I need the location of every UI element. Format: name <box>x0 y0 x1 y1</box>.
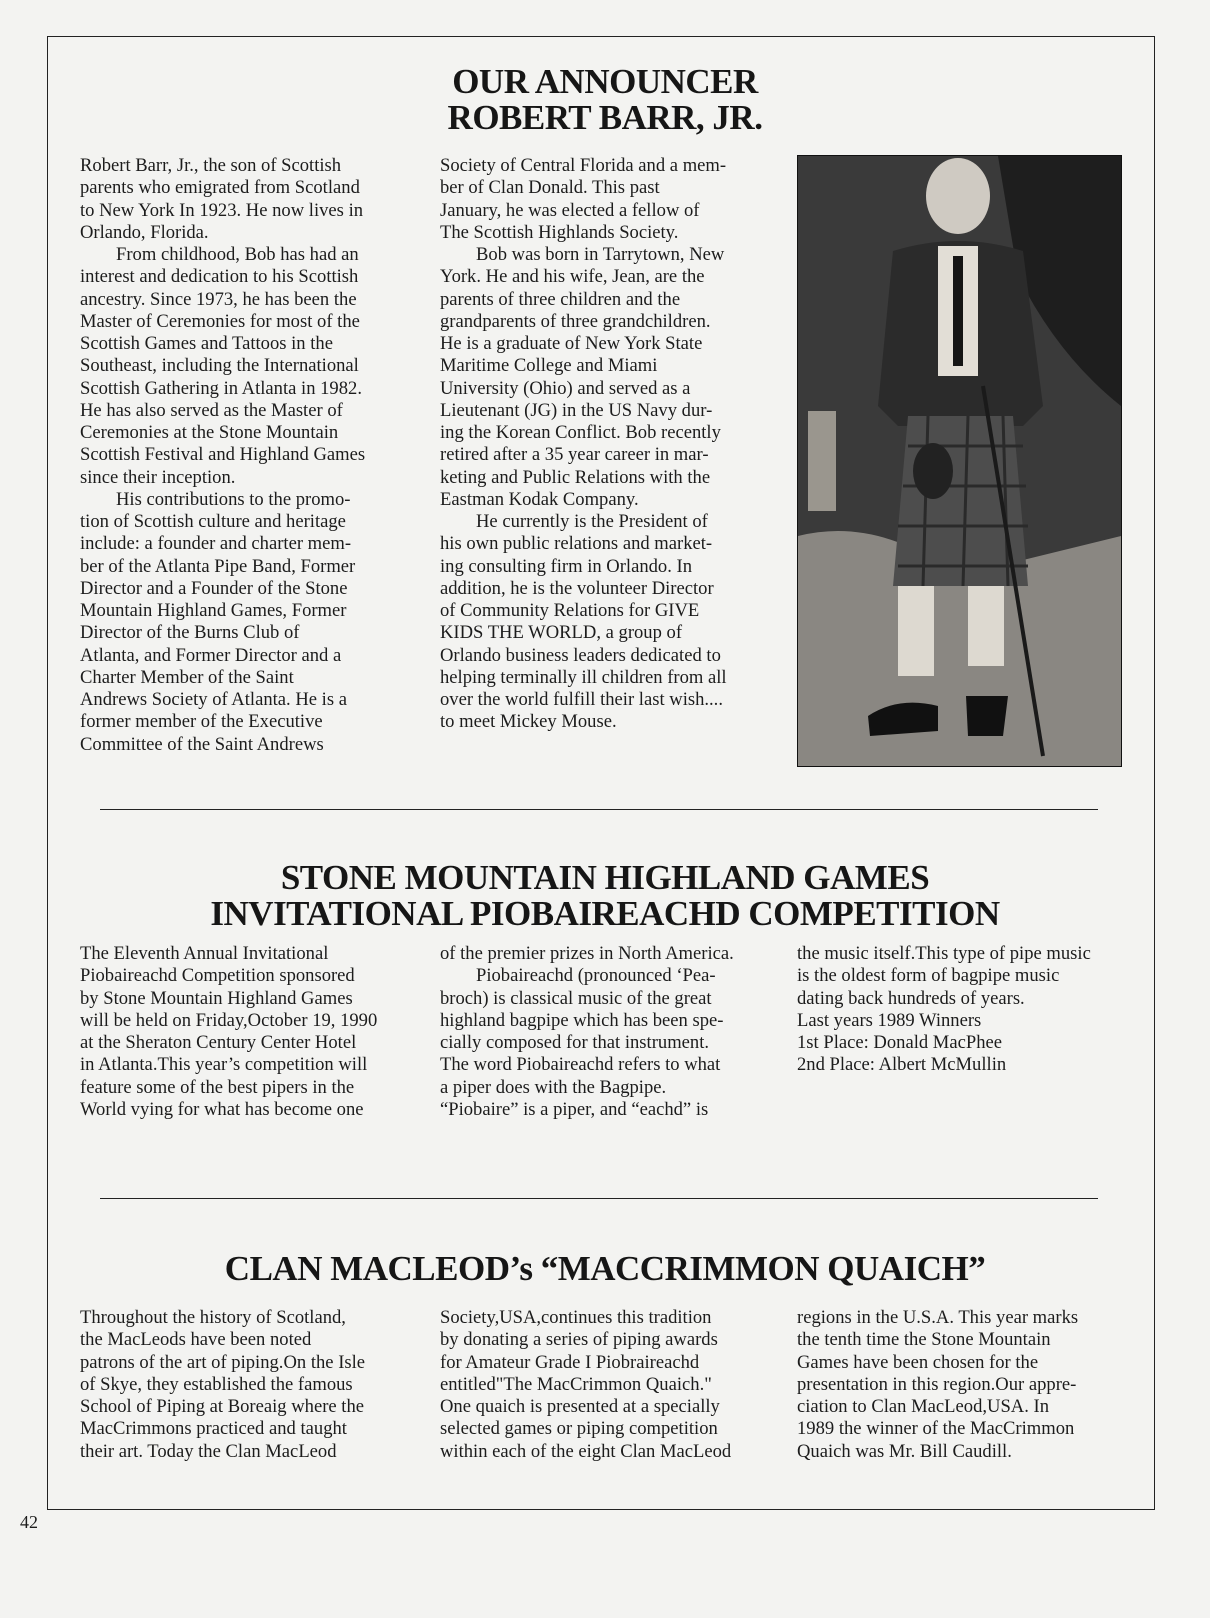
text-line: One quaich is presented at a specially <box>440 1396 720 1417</box>
section-title-announcer <box>0 64 1210 136</box>
photo-robert-barr <box>797 155 1122 767</box>
text-line: Society,USA,continues this tradition <box>440 1307 712 1328</box>
text-line: Last years 1989 Winners <box>797 1009 982 1031</box>
text-line: Ceremonies at the Stone Mountain <box>80 422 339 443</box>
maccrimmon-column-2 <box>440 1307 731 1463</box>
title-line: INVITATIONAL PIOBAIREACHD COMPETITION <box>210 894 1000 933</box>
text-line: parents who emigrated from Scotland <box>80 177 360 199</box>
text-line: since their inception. <box>80 466 236 488</box>
text-line: is the oldest form of bagpipe music <box>797 965 1060 987</box>
text-line: ber of Clan Donald. This past <box>440 177 660 199</box>
text-line: feature some of the best pipers in the <box>80 1076 355 1098</box>
text-line: interest and dedication to his Scottish <box>80 266 359 288</box>
text-line: His contributions to the promo- <box>116 488 351 510</box>
text-line: broch) is classical music of the great <box>440 987 712 1009</box>
text-line: a piper does with the Bagpipe. <box>440 1076 667 1098</box>
text-line: ing the Korean Conflict. Bob recently <box>440 422 721 443</box>
title-line: OUR ANNOUNCER <box>452 62 758 101</box>
text-line: York. He and his wife, Jean, are the <box>440 266 705 288</box>
text-line: Mountain Highland Games, Former <box>80 600 347 621</box>
text-line: parents of three children and the <box>440 288 681 310</box>
text-line: KIDS THE WORLD, a group of <box>440 622 683 644</box>
text-line: Scottish Games and Tattoos in the <box>80 333 333 354</box>
text-line: highland bagpipe which has been spe- <box>440 1009 724 1031</box>
text-line: Orlando business leaders dedicated to <box>440 644 721 666</box>
text-line: 1st Place: Donald MacPhee <box>797 1032 1002 1053</box>
text-line: to meet Mickey Mouse. <box>440 711 617 733</box>
text-line: retired after a 35 year career in mar- <box>440 444 709 466</box>
text-line: Andrews Society of Atlanta. He is a <box>80 689 347 710</box>
text-line: 2nd Place: Albert McMullin <box>797 1054 1007 1076</box>
text-line: helping terminally ill children from all <box>440 666 727 688</box>
text-line: The Eleventh Annual Invitational <box>80 943 329 964</box>
text-line: the music itself.This type of pipe music <box>797 943 1091 964</box>
text-line: tion of Scottish culture and heritage <box>80 511 346 532</box>
text-line: Lieutenant (JG) in the US Navy dur- <box>440 399 713 421</box>
text-line: Piobaireachd Competition sponsored <box>80 965 355 987</box>
text-line: keting and Public Relations with the <box>440 466 711 488</box>
piobaireachd-column-2 <box>440 943 734 1121</box>
divider <box>100 809 1098 810</box>
text-line: grandparents of three grandchildren. <box>440 310 711 332</box>
text-line: He has also served as the Master of <box>80 399 343 421</box>
text-line: of the premier prizes in North America. <box>440 943 734 964</box>
page-number: 42 <box>20 1512 38 1532</box>
text-line: ancestry. Since 1973, he has been the <box>80 288 357 310</box>
text-line: regions in the U.S.A. This year marks <box>797 1307 1079 1328</box>
maccrimmon-column-3 <box>797 1307 1078 1463</box>
text-line: Director and a Founder of the Stone <box>80 577 348 599</box>
divider <box>100 1198 1098 1199</box>
text-line: Society of Central Florida and a mem- <box>440 155 727 176</box>
text-line: to New York In 1923. He now lives in <box>80 199 364 221</box>
text-line: Scottish Gathering in Atlanta in 1982. <box>80 377 362 399</box>
piobaireachd-column-3 <box>797 943 1091 1077</box>
text-line: World vying for what has become one <box>80 1098 364 1120</box>
text-line: Committee of the Saint Andrews <box>80 733 324 755</box>
text-line: Atlanta, and Former Director and a <box>80 644 342 666</box>
text-line: Games have been chosen for the <box>797 1351 1039 1373</box>
text-line: Maritime College and Miami <box>440 355 658 377</box>
text-line: selected games or piping competition <box>440 1418 718 1440</box>
text-line: include: a founder and charter mem- <box>80 533 352 555</box>
announcer-column-1 <box>80 155 365 756</box>
text-line: the tenth time the Stone Mountain <box>797 1329 1051 1351</box>
text-line: in Atlanta.This year’s competition will <box>80 1054 368 1076</box>
text-line: From childhood, Bob has had an <box>116 244 359 265</box>
text-line: Director of the Burns Club of <box>80 622 300 644</box>
text-line: School of Piping at Boreaig where the <box>80 1396 365 1417</box>
text-line: cially composed for that instrument. <box>440 1032 710 1053</box>
maccrimmon-column-1 <box>80 1307 365 1463</box>
text-line: ciation to Clan MacLeod,USA. In <box>797 1396 1049 1417</box>
text-line: Bob was born in Tarrytown, New <box>476 244 725 265</box>
text-line: Throughout the history of Scotland, <box>80 1307 346 1328</box>
text-line: Master of Ceremonies for most of the <box>80 310 360 332</box>
text-line: dating back hundreds of years. <box>797 987 1025 1009</box>
text-line: their art. Today the Clan MacLeod <box>80 1440 337 1462</box>
text-line: “Piobaire” is a piper, and “eachd” is <box>440 1098 709 1120</box>
text-line: the MacLeods have been noted <box>80 1329 312 1351</box>
text-line: by Stone Mountain Highland Games <box>80 987 353 1009</box>
text-line: University (Ohio) and served as a <box>440 377 691 399</box>
text-line: entitled"The MacCrimmon Quaich." <box>440 1373 712 1395</box>
text-line: of Community Relations for GIVE <box>440 600 700 621</box>
text-line: addition, he is the volunteer Director <box>440 577 714 599</box>
text-line: his own public relations and market- <box>440 533 713 555</box>
text-line: The Scottish Highlands Society. <box>440 221 679 243</box>
text-line: of Skye, they established the famous <box>80 1373 353 1395</box>
text-line: Robert Barr, Jr., the son of Scottish <box>80 155 342 176</box>
text-line: former member of the Executive <box>80 711 323 733</box>
text-line: patrons of the art of piping.On the Isle <box>80 1351 366 1373</box>
text-line: Charter Member of the Saint <box>80 666 294 688</box>
text-line: He currently is the President of <box>476 511 708 532</box>
text-line: He is a graduate of New York State <box>440 333 703 354</box>
section-title-maccrimmon <box>0 1251 1210 1287</box>
text-line: by donating a series of piping awards <box>440 1329 718 1351</box>
text-line: presentation in this region.Our appre- <box>797 1373 1077 1395</box>
text-line: ber of the Atlanta Pipe Band, Former <box>80 555 356 577</box>
text-line: MacCrimmons practiced and taught <box>80 1418 347 1440</box>
text-line: will be held on Friday,October 19, 1990 <box>80 1009 378 1031</box>
title-line: STONE MOUNTAIN HIGHLAND GAMES <box>280 858 930 897</box>
text-line: ing consulting firm in Orlando. In <box>440 555 693 577</box>
title-line: CLAN MACLEOD’s “MACCRIMMON QUAICH” <box>224 1249 986 1288</box>
title-line: ROBERT BARR, JR. <box>447 98 763 137</box>
text-line: Piobaireachd (pronounced ‘Pea- <box>476 965 716 987</box>
text-line: Quaich was Mr. Bill Caudill. <box>797 1440 1012 1462</box>
piobaireachd-column-1 <box>80 943 377 1121</box>
text-line: at the Sheraton Century Center Hotel <box>80 1032 357 1053</box>
text-line: Scottish Festival and Highland Games <box>80 444 366 466</box>
text-line: for Amateur Grade I Piobraireachd <box>440 1351 700 1373</box>
text-line: January, he was elected a fellow of <box>440 199 700 221</box>
section-title-piobaireachd <box>0 860 1210 932</box>
text-line: Southeast, including the International <box>80 355 359 377</box>
text-line: over the world fulfill their last wish.... <box>440 689 723 710</box>
text-line: Eastman Kodak Company. <box>440 488 639 510</box>
text-line: 1989 the winner of the MacCrimmon <box>797 1418 1075 1440</box>
text-line: within each of the eight Clan MacLeod <box>440 1440 732 1462</box>
text-line: Orlando, Florida. <box>80 221 209 243</box>
text-line: The word Piobaireachd refers to what <box>440 1054 721 1076</box>
announcer-column-2 <box>440 155 727 734</box>
